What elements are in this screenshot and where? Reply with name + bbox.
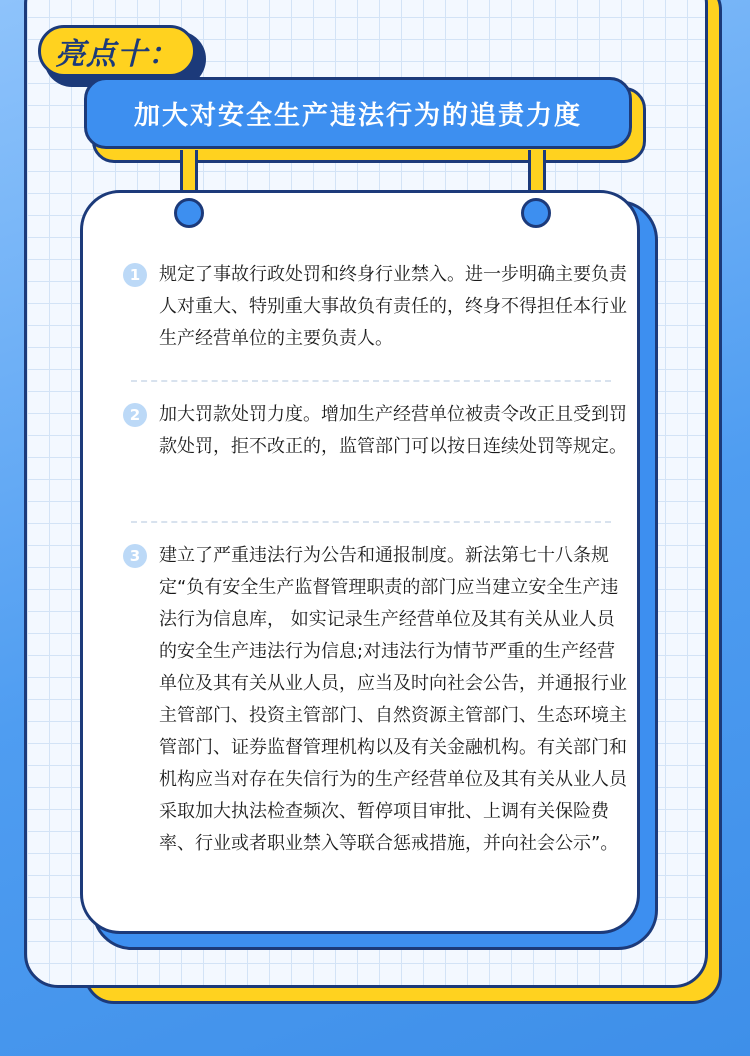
left-ring [174, 198, 204, 228]
list-item [123, 540, 628, 860]
banner-plate [84, 77, 632, 149]
number-badge: 1 [123, 263, 147, 287]
dashed-divider [131, 380, 611, 382]
item-text: 加大罚款处罚力度。增加生产经营单位被责令改正且受到罚款处罚，拒不改正的，监管部门可以按日连续处罚等规定。 [159, 404, 627, 457]
item-text: 建立了严重违法行为公告和通报制度。新法第七十八条规定“负有安全生产监督管理职责的部门应当建立安全生产违法行为信息库， 如实记录生产经营单位及其有关从业人员的安全生产违法行为信息;对违法行为情节严重的生产经营单位及其有关从业人员，应当及时向社会公告，并通报行业主管部门、投资主管部门、自然资源主管部门、生态环境主管部门、证券监督管理机构以及有关金融机构。有关部门和机构应当对存在失信行为的生产经营单位及其有关从业人员采取加大执法检查频次、暂停项目审批、上调有关保险费率、行业或者职业禁入等联合惩戒措施，并向社会公示”。 [159, 545, 627, 854]
list-item [123, 259, 628, 355]
list-item [123, 399, 628, 463]
content-card [80, 190, 640, 934]
right-ring [521, 198, 551, 228]
tag-label: 亮点十： [55, 37, 179, 72]
tag-pill [38, 25, 196, 77]
title-banner [84, 77, 640, 159]
dashed-divider [131, 521, 611, 523]
number-badge: 3 [123, 544, 147, 568]
banner-title: 加大对安全生产违法行为的追责力度 [133, 100, 582, 131]
number-badge: 2 [123, 403, 147, 427]
item-text: 规定了事故行政处罚和终身行业禁入。进一步明确主要负责人对重大、特别重大事故负有责任的，终身不得担任本行业生产经营单位的主要负责人。 [159, 264, 627, 349]
